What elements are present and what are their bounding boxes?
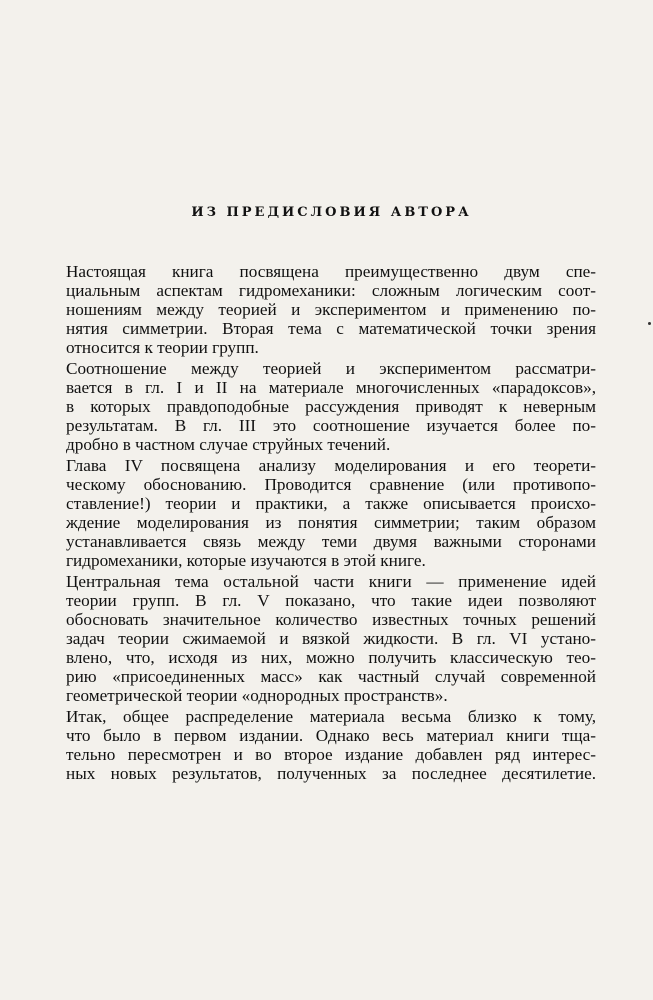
paragraph-4: [66, 572, 596, 705]
text-line: влено, что, исходя из них, можно получить классическую тео-: [66, 648, 596, 667]
paragraph-5: [66, 707, 596, 783]
text-line: гидромеханики, которые изучаются в этой книге.: [66, 551, 426, 570]
text-line: что было в первом издании. Однако весь материал книги тща-: [66, 726, 596, 745]
text-line: результатам. В гл. III это соотношение изучается более по-: [66, 416, 596, 435]
text-line: ческому обоснованию. Проводится сравнение (или противопо-: [66, 475, 596, 494]
text-line: Центральная тема остальной части книги — применение идей: [66, 572, 596, 591]
text-line: дробно в частном случае струйных течений.: [66, 435, 391, 454]
text-line: нятия симметрии. Вторая тема с математической точки зрения: [66, 319, 596, 338]
text-line: циальным аспектам гидромеханики: сложным логическим соот-: [66, 281, 596, 300]
text-line: относится к теории групп.: [66, 338, 259, 357]
text-line: Итак, общее распределение материала весьма близко к тому,: [66, 707, 596, 726]
text-line: ношениям между теорией и экспериментом и применению по-: [66, 300, 596, 319]
text-line: теории групп. В гл. V показано, что такие идеи позволяют: [66, 591, 596, 610]
paragraph-3: [66, 456, 596, 570]
text-line: обосновать значительное количество известных точных решений: [66, 610, 596, 629]
text-line: устанавливается связь между теми двумя важными сторонами: [66, 532, 596, 551]
text-line: рию «присоединенных масс» как частный случай современной: [66, 667, 596, 686]
text-line: ных новых результатов, полученных за последнее десятилетие.: [66, 764, 596, 783]
text-line: вается в гл. I и II на материале многочисленных «парадоксов»,: [66, 378, 596, 397]
text-line: в которых правдоподобные рассуждения приводят к неверным: [66, 397, 596, 416]
text-line: Настоящая книга посвящена преимущественно двум спе-: [66, 262, 596, 281]
text-line: Глава IV посвящена анализу моделирования и его теорети-: [66, 456, 596, 475]
paragraph-1: [66, 262, 596, 357]
section-heading: ИЗ ПРЕДИСЛОВИЯ АВТОРА: [191, 205, 472, 220]
margin-mark: [648, 322, 651, 325]
text-line: задач теории сжимаемой и вязкой жидкости. В гл. VI устано-: [66, 629, 596, 648]
text-line: ждение моделирования из понятия симметрии; таким образом: [66, 513, 596, 532]
text-line: тельно пересмотрен и во второе издание добавлен ряд интерес-: [66, 745, 596, 764]
text-line: ставление!) теории и практики, а также описывается происхо-: [66, 494, 596, 513]
paragraph-2: [66, 359, 596, 454]
text-line: геометрической теории «однородных пространств».: [66, 686, 448, 705]
text-line: Соотношение между теорией и экспериментом рассматри-: [66, 359, 596, 378]
body-text: [66, 262, 596, 785]
